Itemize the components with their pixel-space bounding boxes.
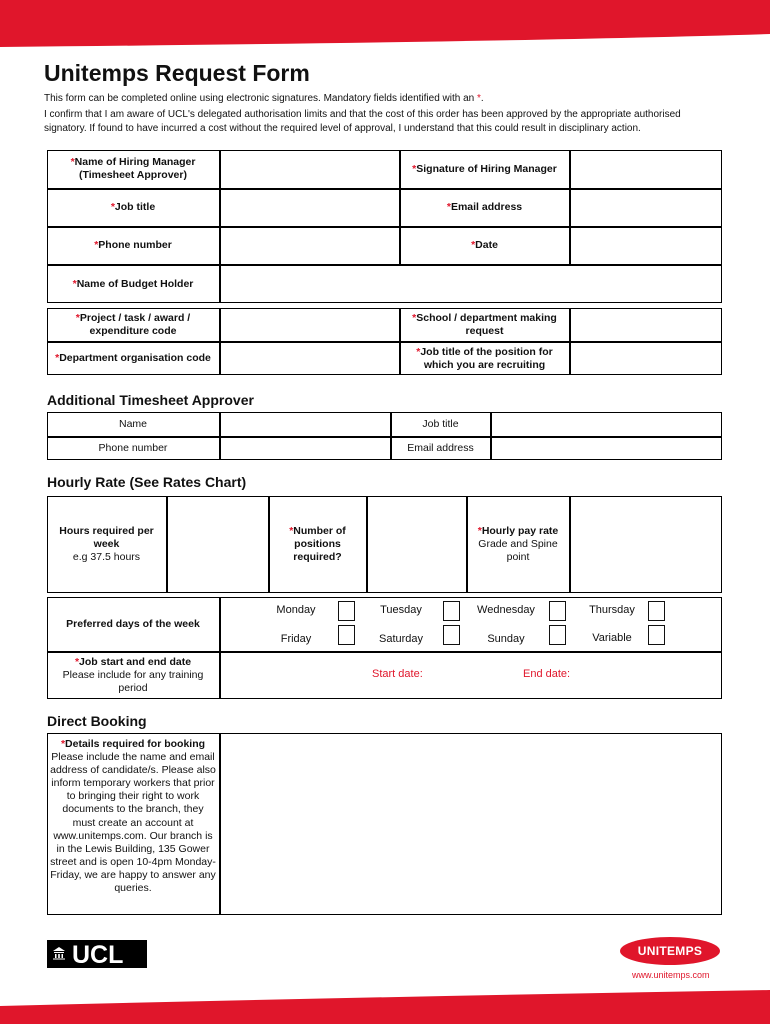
input-add-email[interactable]	[492, 438, 721, 460]
job-dates-sub-text: Please include for any training period	[62, 669, 204, 694]
label-phone	[47, 227, 219, 264]
label-email	[400, 189, 569, 226]
label-hiring-manager	[47, 150, 219, 188]
project-code-text: Project / task / award / expenditure code	[79, 311, 191, 337]
required-star: *	[446, 201, 451, 213]
required-star: *	[55, 352, 60, 364]
label-position-title	[400, 342, 569, 375]
label-preferred-days: Preferred days of the week	[66, 617, 200, 630]
input-position-title[interactable]	[571, 342, 721, 374]
day-tuesday-checkbox[interactable]	[443, 601, 460, 621]
school-request-text: School / department making request	[416, 311, 557, 337]
pay-sub-text: Grade and Spine point	[478, 538, 558, 563]
day-saturday-checkbox[interactable]	[443, 625, 460, 645]
day-variable-checkbox[interactable]	[648, 625, 665, 645]
phone-text: Phone number	[98, 239, 172, 251]
required-star: *	[70, 156, 75, 168]
ucl-logo	[47, 940, 147, 968]
pay-label-text: Hourly pay rate	[481, 525, 559, 537]
day-variable-label: Variable	[592, 632, 632, 644]
day-wednesday-label: Wednesday	[477, 604, 535, 616]
label-add-name: Name	[118, 417, 147, 430]
hiring-manager-text: Name of Hiring Manager (Timesheet Approver)	[74, 156, 196, 181]
section-direct-booking: Direct Booking	[47, 713, 147, 729]
day-sunday-label: Sunday	[487, 633, 525, 645]
label-add-email: Email address	[407, 442, 474, 454]
unitemps-logo-text: UNITEMPS	[637, 944, 703, 958]
required-star: *	[72, 277, 77, 290]
hours-example-text: e.g 37.5 hours	[72, 551, 141, 563]
required-star: *	[74, 656, 80, 668]
section-additional-approver: Additional Timesheet Approver	[47, 392, 254, 408]
positions-label-text: Number of positions required?	[293, 525, 346, 563]
input-hiring-manager[interactable]	[221, 151, 399, 188]
intro-text	[44, 92, 714, 105]
required-star: *	[416, 345, 421, 358]
input-add-job-title[interactable]	[492, 413, 721, 436]
end-date-label: End date:	[523, 668, 571, 680]
day-sunday-checkbox[interactable]	[549, 625, 566, 645]
required-star: *	[477, 525, 482, 537]
input-signature[interactable]	[571, 151, 721, 188]
label-job-dates	[47, 652, 219, 699]
position-title-text: Job title of the position for which you are recruiting	[420, 345, 553, 371]
label-signature	[400, 150, 569, 188]
required-star: *	[289, 525, 294, 537]
top-red-band	[0, 0, 770, 50]
label-date	[400, 227, 569, 264]
bottom-red-band	[0, 990, 770, 1024]
input-budget-holder[interactable]	[221, 265, 721, 302]
intro-line1: This form can be completed online using electronic signatures. Mandatory fields identified with an	[44, 93, 478, 104]
day-thursday-label: Thursday	[589, 604, 635, 616]
required-star: *	[471, 239, 476, 251]
unitemps-url[interactable]: www.unitemps.com	[632, 970, 710, 980]
input-project-code[interactable]	[221, 309, 399, 341]
day-monday-label: Monday	[276, 604, 316, 616]
label-dept-code	[47, 342, 219, 375]
section-hourly-rate: Hourly Rate (See Rates Chart)	[47, 474, 247, 490]
label-job-title	[47, 189, 219, 226]
label-add-job-title: Job title	[422, 417, 459, 430]
input-email[interactable]	[571, 189, 721, 226]
input-add-phone[interactable]	[221, 438, 390, 460]
required-star: *	[94, 239, 99, 251]
label-project-code	[47, 308, 219, 341]
day-tuesday-label: Tuesday	[380, 604, 422, 616]
required-star: *	[75, 311, 80, 324]
dept-code-text: Department organisation code	[59, 352, 211, 364]
day-friday-checkbox[interactable]	[338, 625, 355, 645]
input-add-name[interactable]	[221, 413, 390, 436]
input-pay-rate[interactable]	[571, 497, 721, 592]
label-booking-details	[50, 738, 216, 895]
required-star: *	[412, 162, 417, 175]
booking-label-text: Details required for booking	[65, 738, 206, 750]
intro-star: *	[477, 93, 481, 104]
label-add-phone: Phone number	[98, 442, 168, 454]
page-title: Unitemps Request Form	[44, 60, 310, 86]
input-booking-details[interactable]	[221, 734, 721, 914]
email-text: Email address	[450, 201, 523, 213]
label-pay-rate	[467, 496, 569, 593]
day-friday-label: Friday	[280, 633, 312, 645]
day-saturday-label: Saturday	[378, 633, 424, 645]
input-hours[interactable]	[168, 497, 268, 592]
start-date-label: Start date:	[372, 668, 423, 680]
required-star: *	[60, 738, 66, 750]
confirm-text: I confirm that I am aware of UCL's delegated authorisation limits and that the cost of this order has been approved by the appropriate authorised signatory. If found to have incurred a cost without the required level of approval, I understand that this could result in disciplinary action.	[44, 109, 681, 134]
input-job-title[interactable]	[221, 189, 399, 226]
required-star: *	[110, 201, 115, 213]
unitemps-logo	[620, 937, 720, 965]
input-positions[interactable]	[368, 497, 466, 592]
input-school-request[interactable]	[571, 309, 721, 341]
required-star: *	[412, 311, 417, 324]
budget-holder-text: Name of Budget Holder	[76, 277, 194, 290]
signature-text: Signature of Hiring Manager	[416, 162, 557, 175]
label-school-request	[400, 308, 569, 341]
input-end-date[interactable]	[576, 660, 716, 690]
input-dept-code[interactable]	[221, 342, 399, 374]
hours-label-text: Hours required per week	[59, 525, 154, 550]
input-phone[interactable]	[221, 227, 399, 264]
job-dates-label-text: Job start and end date	[79, 656, 192, 668]
input-date[interactable]	[571, 227, 721, 264]
day-wednesday-checkbox[interactable]	[549, 601, 566, 621]
day-thursday-checkbox[interactable]	[648, 601, 665, 621]
portico-icon	[52, 946, 66, 960]
booking-body-text: Please include the name and email address of candidate/s. Please also inform temporary workers that prior to bringing their right to work documents to the branch, they must create an account at www.unitemps.com. Our branch is in the Lewis Building, 135 Gower street and is open 10-4pm Monday-Friday, we are happy to answer any queries.	[50, 751, 216, 895]
ucl-logo-text: UCL	[72, 941, 124, 969]
date-text: Date	[475, 239, 498, 251]
label-budget-holder	[47, 265, 219, 303]
day-monday-checkbox[interactable]	[338, 601, 355, 621]
input-start-date[interactable]	[430, 660, 510, 690]
intro-period: .	[480, 93, 484, 104]
label-hours	[47, 496, 166, 593]
label-positions	[269, 496, 366, 593]
job-title-text: Job title	[114, 201, 156, 213]
